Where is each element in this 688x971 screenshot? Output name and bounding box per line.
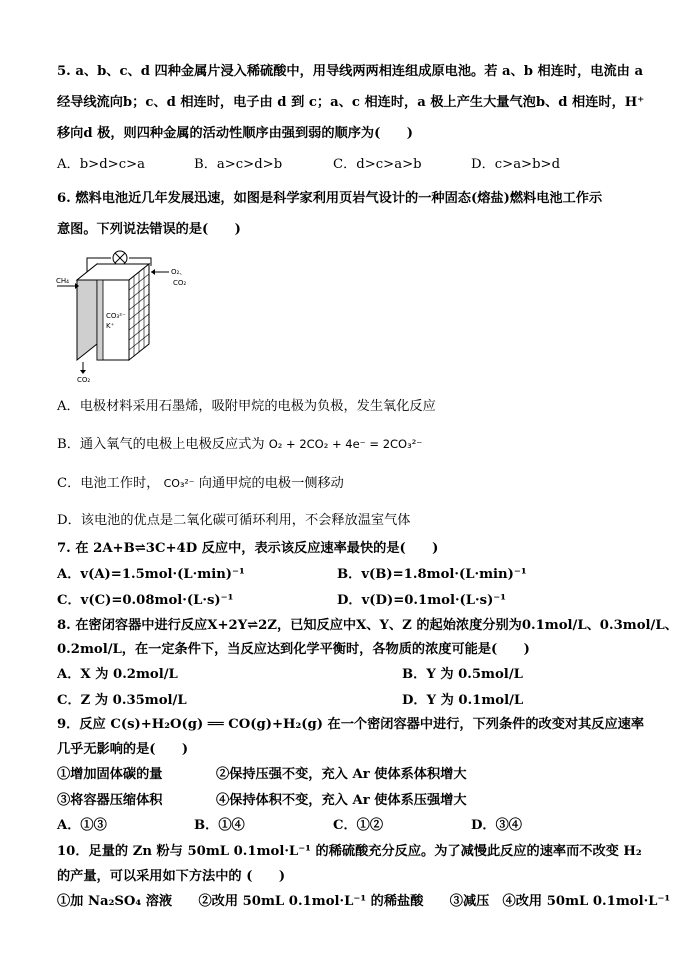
q9-option-a: A．①③ — [57, 818, 107, 833]
q7-option-a: A．v(A)=1.5mol·(L·min)⁻¹ — [57, 567, 245, 582]
o2-label: O₂、 — [171, 268, 187, 276]
q9-item-3: ③将容器压缩体积 — [57, 793, 163, 808]
q6-option-c-ion: CO₃²⁻ — [163, 477, 195, 490]
fuel-cell-diagram — [55, 246, 205, 386]
q6-option-b-equation: O₂ + 2CO₂ + 4e⁻ = 2CO₃²⁻ — [268, 437, 423, 451]
q8-line-1: 8. 在密闭容器中进行反应X+2Y⇌2Z，已知反应中X、Y、Z 的起始浓度分别为0.1mol/L、0.3mol/L、 — [57, 618, 678, 633]
q6-option-a: A．电极材料采用石墨烯，吸附甲烷的电极为负极，发生氧化反应 — [57, 399, 436, 414]
co2-right-label: CO₂ — [173, 279, 187, 287]
q9-item-1: ①增加固体碳的量 — [57, 767, 163, 782]
q9-option-c: C．①② — [333, 818, 384, 833]
q6-option-b — [57, 435, 422, 454]
q9-line-2: 几乎无影响的是( ) — [57, 742, 189, 757]
q8-line-2: 0.2mol/L，在一定条件下，当反应达到化学平衡时，各物质的浓度可能是( ) — [57, 642, 530, 657]
q9-option-d: D．③④ — [471, 818, 522, 833]
q8-option-a: A．X 为 0.2mol/L — [57, 667, 178, 682]
q6-line-1: 6. 燃料电池近几年发展迅速，如图是科学家利用页岩气设计的一种固态(熔盐)燃料电池工作示 — [57, 191, 603, 206]
q6-option-c-post: 向通甲烷的电极一侧移动 — [198, 476, 344, 491]
q5-option-d: D．c>a>b>d — [471, 157, 561, 172]
q7-option-d: D．v(D)=0.1mol·(L·s)⁻¹ — [337, 593, 507, 608]
q10-line-2: 的产量，可以采用如下方法中的 ( ) — [57, 869, 286, 884]
q10-line-3: ①加 Na₂SO₄ 溶液 ②改用 50mL 0.1mol·L⁻¹ 的稀盐酸 ③减压 ④改用 50mL 0.1mol·L⁻¹ — [57, 894, 671, 909]
q8-option-d: D．Y 为 0.1mol/L — [402, 693, 524, 708]
q5-option-b: B．a>c>d>b — [194, 157, 283, 172]
q8-option-b: B．Y 为 0.5mol/L — [402, 667, 523, 682]
q5-option-a: A．b>d>c>a — [57, 157, 145, 172]
potassium-ion-label: K⁺ — [106, 322, 115, 330]
q6-option-c — [57, 475, 344, 493]
lamp-icon — [113, 251, 127, 265]
q10-line-1: 10．足量的 Zn 粉与 50mL 0.1mol·L⁻¹ 的稀硫酸充分反应。为了减慢此反应的速率而不改变 H₂ — [57, 844, 642, 859]
co2-bottom-label: CO₂ — [77, 376, 91, 384]
q5-option-c: C．d>c>a>b — [333, 157, 422, 172]
q5-line-3: 移向d 极，则四种金属的活动性顺序由强到弱的顺序为( ) — [57, 126, 413, 141]
q8-option-c: C．Z 为 0.35mol/L — [57, 693, 187, 708]
q6-option-b-text: B．通入氧气的电极上电极反应式为 — [57, 437, 265, 452]
q9-line-1: 9．反应 C(s)+H₂O(g) ══ CO(g)+H₂(g) 在一个密闭容器中进行，下列条件的改变对其反应速率 — [57, 717, 645, 732]
carbonate-ion-label: CO₃²⁻ — [106, 312, 126, 320]
q9-item-4: ④保持体积不变，充入 Ar 使体系压强增大 — [216, 793, 467, 808]
q9-item-2: ②保持压强不变，充入 Ar 使体系体积增大 — [216, 767, 467, 782]
q6-option-c-pre: C．电池工作时， — [57, 476, 160, 491]
q6-line-2: 意图。下列说法错误的是( ) — [57, 222, 241, 237]
q5-line-2: 经导线流向b；c、d 相连时，电子由 d 到 c；a、c 相连时，a 极上产生大量气泡b、d 相连时，H⁺ — [57, 95, 645, 110]
ch4-label: CH₄ — [56, 277, 69, 285]
q7-option-c: C．v(C)=0.08mol·(L·s)⁻¹ — [57, 593, 234, 608]
q6-option-d: D．该电池的优点是二氧化碳可循环利用，不会释放温室气体 — [57, 513, 411, 528]
q7-line-1: 7. 在 2A+B⇌3C+4D 反应中，表示该反应速率最快的是( ) — [57, 541, 439, 556]
q9-option-b: B．①④ — [194, 818, 245, 833]
q5-line-1: 5. a、b、c、d 四种金属片浸入稀硫酸中，用导线两两相连组成原电池。若 a、b 相连时，电流由 a — [57, 64, 643, 79]
q7-option-b: B．v(B)=1.8mol·(L·min)⁻¹ — [337, 567, 527, 582]
